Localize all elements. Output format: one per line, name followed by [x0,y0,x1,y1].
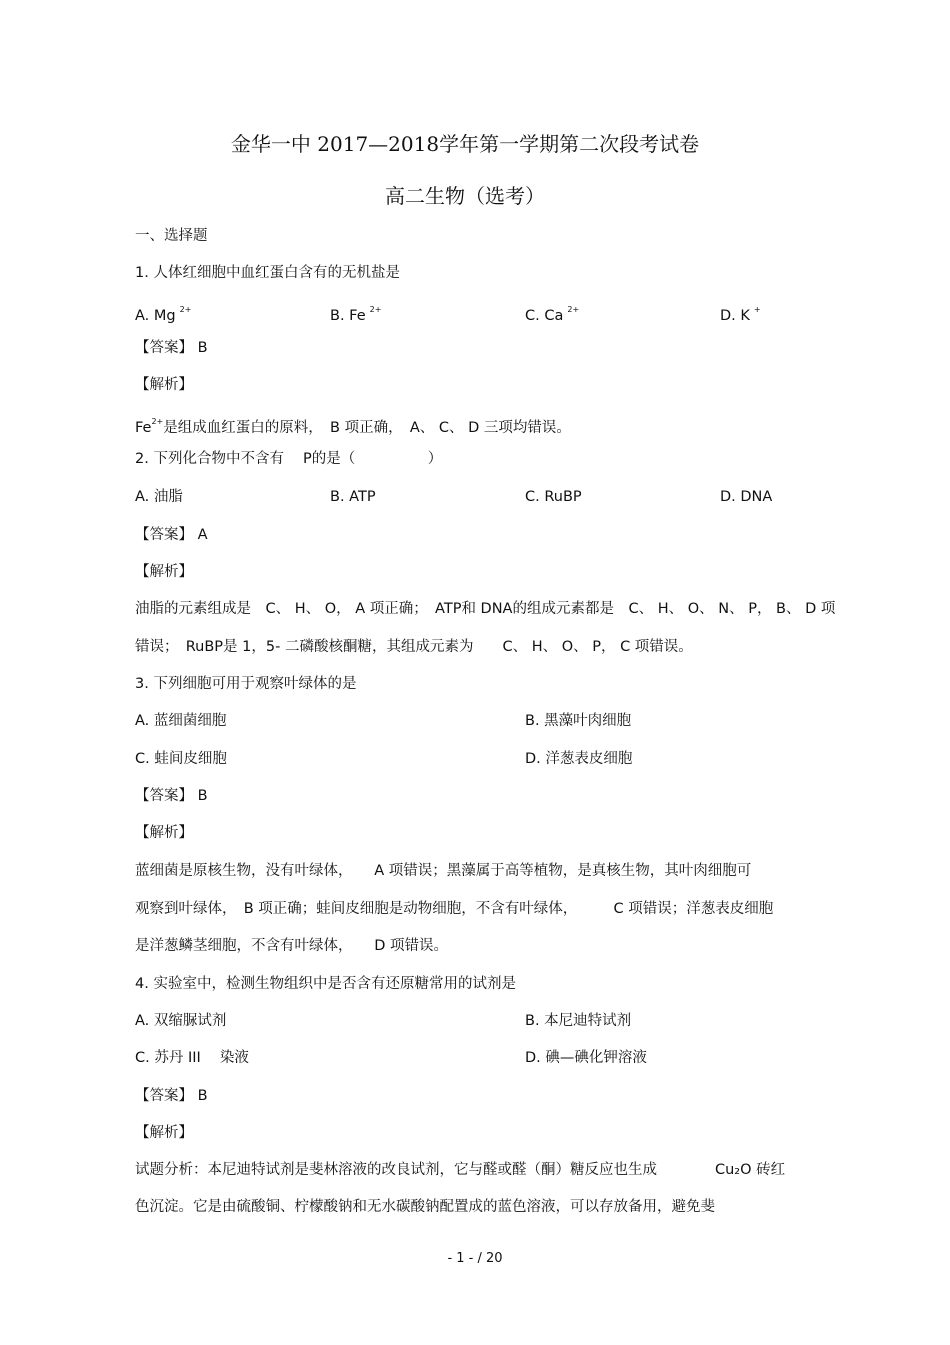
question-3-analysis-line-1: 蓝细菌是原核生物，没有叶绿体， A 项错误；黑藻属于高等植物，是真核生物，其叶肉细胞可 [135,863,752,879]
question-4-option-c: C. 苏丹 III 染液 [135,1050,249,1066]
question-3-option-d: D. 洋葱表皮细胞 [525,751,633,767]
question-3-analysis-label: 【解析】 [135,825,193,841]
question-1-answer: 【答案】 B [135,340,208,356]
question-4-answer: 【答案】 B [135,1088,208,1104]
question-2-analysis-label: 【解析】 [135,564,193,580]
question-4-option-d: D. 碘—碘化钾溶液 [525,1050,647,1066]
question-1-option-b [330,300,381,326]
question-2-stem: 2. 下列化合物中不含有 P的是（ ） [135,451,443,467]
question-2-analysis-line-1: 油脂的元素组成是 C、 H、 O， A 项正确； ATP和 DNA的组成元素都是 C、 H、 O、 N、 P， B、 D 项 [135,601,836,617]
page-number: - 1 - / 20 [447,1251,503,1266]
question-1-analysis-label: 【解析】 [135,377,193,393]
superscript: 2+ [151,417,164,426]
superscript: + [753,305,761,314]
question-3-option-b: B. 黑藻叶肉细胞 [525,713,632,729]
question-2-option-b: B. ATP [330,489,376,505]
question-1-option-d [720,300,761,326]
question-3-stem: 3. 下列细胞可用于观察叶绿体的是 [135,676,357,692]
question-3-answer: 【答案】 B [135,788,208,804]
question-4-analysis-label: 【解析】 [135,1125,193,1141]
analysis-text: Fe [135,420,152,436]
question-3-option-c: C. 蛙间皮细胞 [135,751,227,767]
question-1-stem: 1. 人体红细胞中血红蛋白含有的无机盐是 [135,265,400,281]
option-text: D. K [720,308,750,324]
option-text: B. Fe [330,308,366,324]
question-1-analysis [135,412,571,438]
analysis-text: 是组成血红蛋白的原料， B 项正确， A、 C、 D 三项均错误。 [163,420,571,436]
question-3-analysis-line-3: 是洋葱鳞茎细胞，不含有叶绿体， D 项错误。 [135,938,449,954]
option-text: A. Mg [135,308,176,324]
section-heading: 一、选择题 [135,228,208,244]
option-text: C. Ca [525,308,564,324]
superscript: 2+ [179,305,192,314]
question-4-analysis-line-2: 色沉淀。它是由硫酸铜、柠檬酸钠和无水碳酸钠配置成的蓝色溶液，可以存放备用，避免斐 [135,1199,715,1215]
question-4-stem: 4. 实验室中，检测生物组织中是否含有还原糖常用的试剂是 [135,976,516,992]
question-3-analysis-line-2: 观察到叶绿体， B 项正确；蛙间皮细胞是动物细胞，不含有叶绿体， C 项错误；洋葱表皮细胞 [135,901,774,917]
superscript: 2+ [369,305,382,314]
superscript: 2+ [567,305,580,314]
question-1-option-c [525,300,579,326]
exam-subtitle: 高二生物（选考） [385,184,545,208]
question-4-option-b: B. 本尼迪特试剂 [525,1013,632,1029]
exam-title: 金华一中 2017—2018学年第一学期第二次段考试卷 [230,132,700,156]
question-1-option-a [135,300,191,326]
question-4-option-a: A. 双缩脲试剂 [135,1013,227,1029]
question-4-analysis-line-1: 试题分析：本尼迪特试剂是斐林溶液的改良试剂，它与醛或醛（酮）糖反应也生成 Cu₂O 砖红 [135,1162,786,1178]
question-2-answer: 【答案】 A [135,527,208,543]
question-2-option-c: C. RuBP [525,489,582,505]
question-2-analysis-line-2: 错误； RuBP是 1，5- 二磷酸核酮糖，其组成元素为 C、 H、 O、 P， C 项错误。 [135,639,693,655]
question-2-option-d: D. DNA [720,489,773,505]
question-3-option-a: A. 蓝细菌细胞 [135,713,227,729]
question-2-option-a: A. 油脂 [135,489,183,505]
